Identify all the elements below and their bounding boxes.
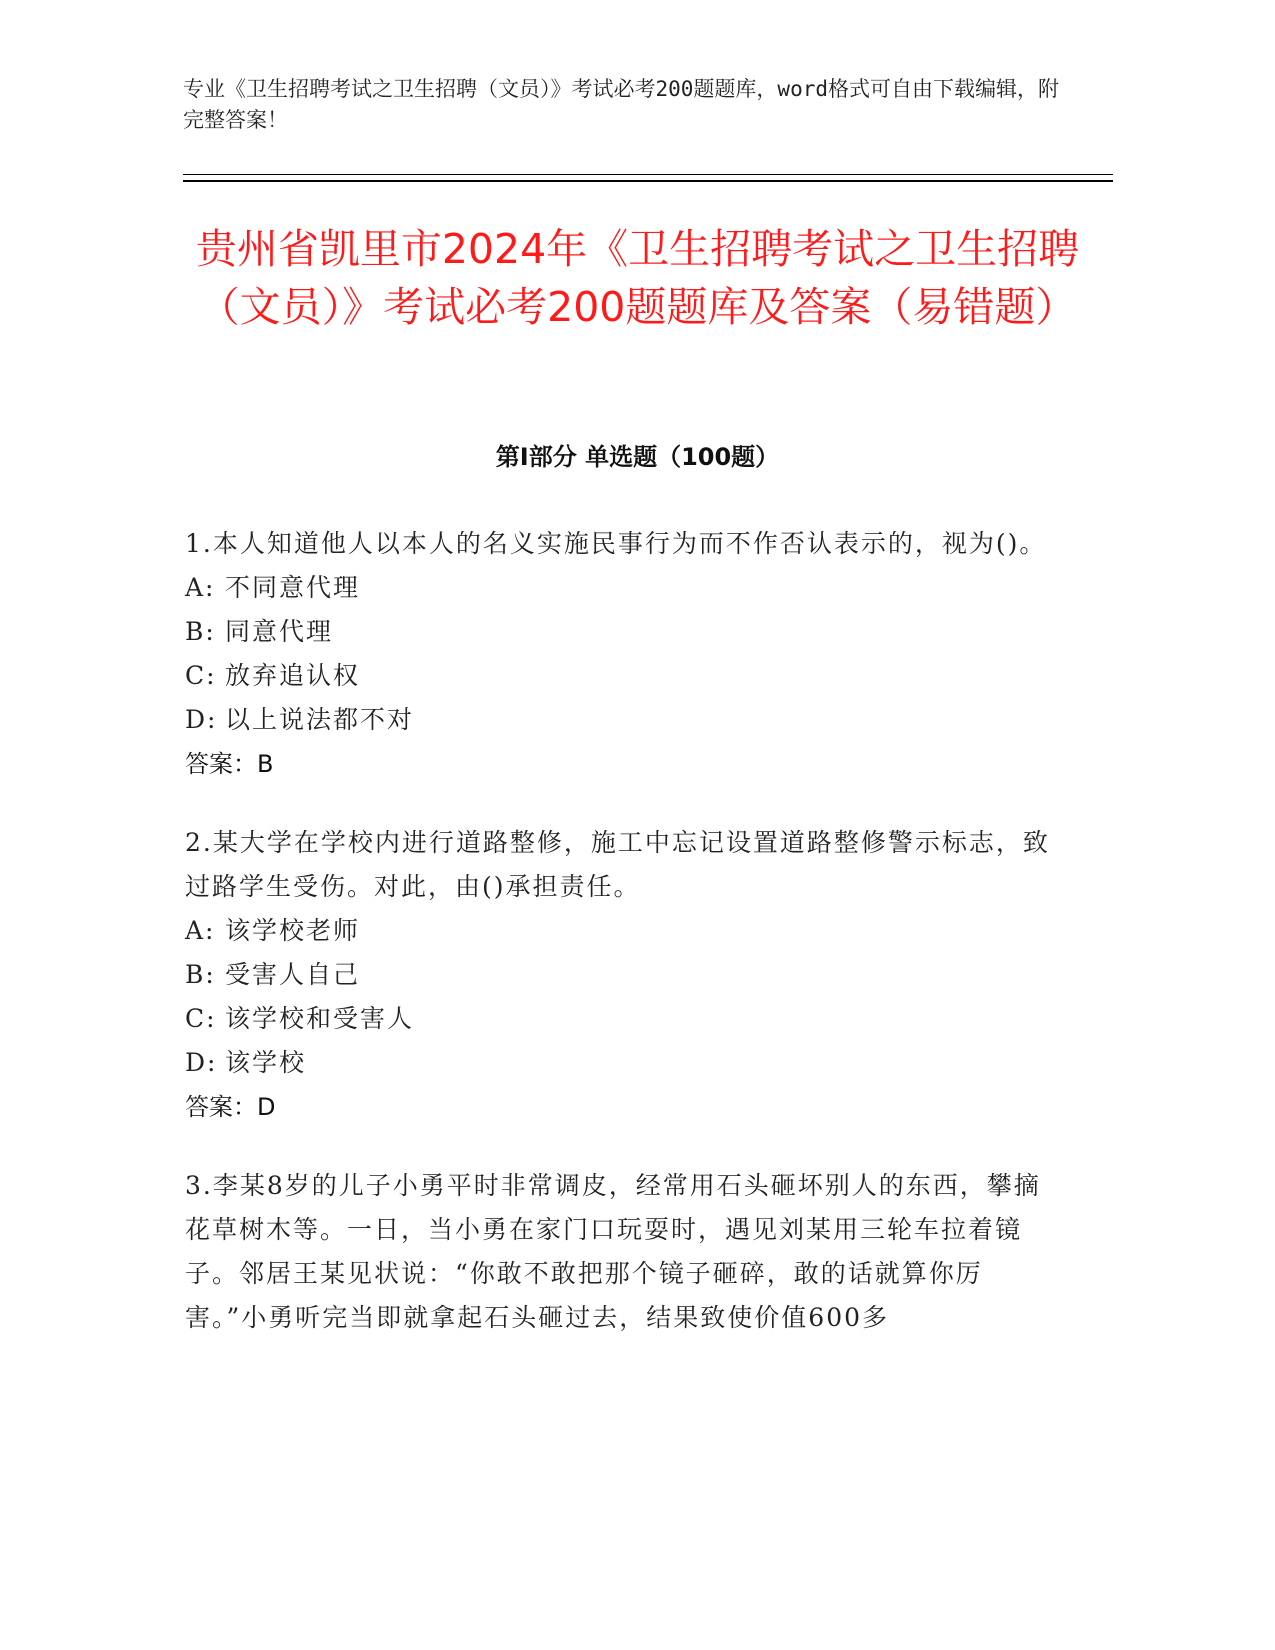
answer-line: 答案：D (185, 1093, 276, 1121)
header-note: 专业《卫生招聘考试之卫生招聘（文员）》考试必考200题题库，word格式可自由下载编辑，附完整答案！ (183, 77, 1059, 132)
option-d (185, 698, 1065, 742)
option-b (185, 953, 1065, 997)
option-a (185, 909, 1065, 953)
option-text: 同意代理 (225, 617, 334, 646)
question-2 (185, 821, 1065, 1129)
option-c (185, 997, 1065, 1041)
option-text: 不同意代理 (225, 573, 361, 602)
answer-line: 答案：B (185, 750, 274, 778)
question-stem: 2.某大学在学校内进行道路整修，施工中忘记设置道路整修警示标志，致过路学生受伤。对此，由()承担责任。 (185, 828, 1050, 901)
option-key: A: (185, 573, 216, 602)
option-text: 以上说法都不对 (225, 705, 415, 734)
option-key: B: (185, 617, 216, 646)
question-1 (185, 522, 1065, 786)
option-key: C: (185, 1004, 217, 1033)
option-key: D: (185, 705, 218, 734)
option-a (185, 566, 1065, 610)
question-stem: 1.本人知道他人以本人的名义实施民事行为而不作否认表示的，视为()。 (185, 529, 1047, 558)
option-key: A: (185, 916, 216, 945)
document-title: 贵州省凯里市2024年《卫生招聘考试之卫生招聘（文员）》考试必考200题题库及答案（易错题） (195, 225, 1080, 331)
option-d (185, 1041, 1065, 1085)
option-text: 该学校老师 (225, 916, 361, 945)
question-stem: 3.李某8岁的儿子小勇平时非常调皮，经常用石头砸坏别人的东西，攀摘花草树木等。一日，当小勇在家门口玩耍时，遇见刘某用三轮车拉着镜子。邻居王某见状说：“你敢不敢把那个镜子砸碎，敢的话就算你厉害。”小勇听完当即就拿起石头砸过去，结果致使价值600多 (185, 1171, 1041, 1332)
option-key: C: (185, 661, 217, 690)
question-list (185, 522, 1065, 1375)
option-text: 放弃追认权 (225, 661, 361, 690)
option-text: 该学校 (225, 1048, 307, 1077)
option-key: B: (185, 960, 216, 989)
option-text: 受害人自己 (225, 960, 361, 989)
option-key: D: (185, 1048, 218, 1077)
question-3 (185, 1164, 1065, 1340)
option-b (185, 610, 1065, 654)
header-divider-thick (183, 180, 1113, 182)
section-heading: 第Ⅰ部分 单选题（100题） (495, 443, 780, 471)
option-c (185, 654, 1065, 698)
header-divider-thin (183, 174, 1113, 175)
option-text: 该学校和受害人 (225, 1004, 415, 1033)
